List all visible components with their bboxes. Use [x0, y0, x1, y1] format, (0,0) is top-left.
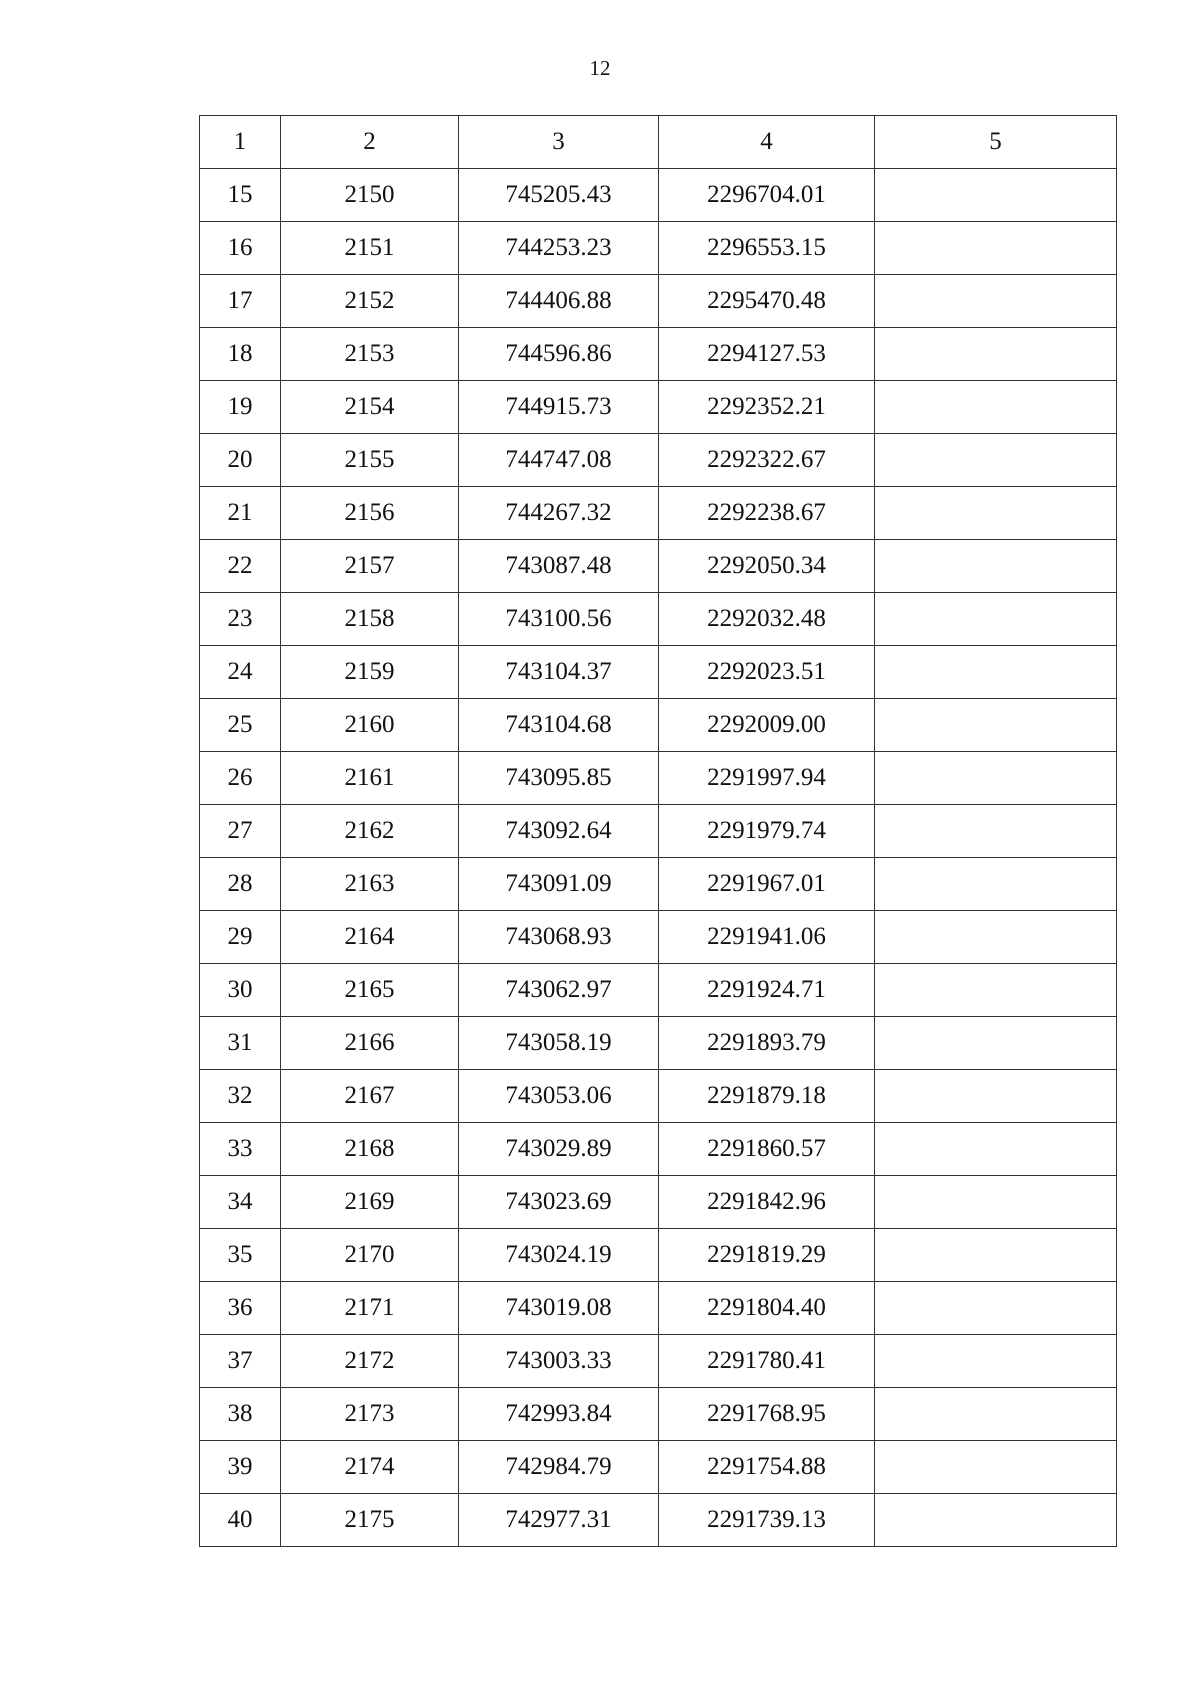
- table-cell: 2291997.94: [659, 752, 875, 805]
- table-cell: [875, 1441, 1117, 1494]
- table-cell: [875, 222, 1117, 275]
- table-cell: 2158: [281, 593, 459, 646]
- table-row: [200, 1494, 1117, 1547]
- table-cell: 744747.08: [459, 434, 659, 487]
- table-cell: 16: [200, 222, 281, 275]
- table-cell: 743092.64: [459, 805, 659, 858]
- table-cell: 743019.08: [459, 1282, 659, 1335]
- table-cell: 2292352.21: [659, 381, 875, 434]
- table-cell: 2292238.67: [659, 487, 875, 540]
- table-cell: 25: [200, 699, 281, 752]
- table-row: [200, 222, 1117, 275]
- table-cell: 37: [200, 1335, 281, 1388]
- table-cell: 745205.43: [459, 169, 659, 222]
- table-cell: 2150: [281, 169, 459, 222]
- table-row: [200, 964, 1117, 1017]
- table-cell: [875, 646, 1117, 699]
- table-cell: 27: [200, 805, 281, 858]
- table-cell: 2165: [281, 964, 459, 1017]
- table-cell: 2295470.48: [659, 275, 875, 328]
- table-row: [200, 911, 1117, 964]
- table-cell: 2291941.06: [659, 911, 875, 964]
- table-cell: [875, 1229, 1117, 1282]
- table-cell: [875, 911, 1117, 964]
- table-cell: 2168: [281, 1123, 459, 1176]
- table-cell: 40: [200, 1494, 281, 1547]
- table-header-row: [200, 116, 1117, 169]
- table-row: [200, 593, 1117, 646]
- table-cell: [875, 1070, 1117, 1123]
- table-cell: 2170: [281, 1229, 459, 1282]
- table-cell: 2169: [281, 1176, 459, 1229]
- table-row: [200, 752, 1117, 805]
- table-cell: [875, 805, 1117, 858]
- table-cell: 29: [200, 911, 281, 964]
- table-cell: 2291860.57: [659, 1123, 875, 1176]
- table-cell: 19: [200, 381, 281, 434]
- table-cell: [875, 1123, 1117, 1176]
- table-row: [200, 1229, 1117, 1282]
- table-cell: 28: [200, 858, 281, 911]
- table-cell: 2164: [281, 911, 459, 964]
- table-cell: 743095.85: [459, 752, 659, 805]
- table-cell: 38: [200, 1388, 281, 1441]
- table-cell: 36: [200, 1282, 281, 1335]
- table-cell: 21: [200, 487, 281, 540]
- table-cell: 744267.32: [459, 487, 659, 540]
- column-header: 4: [659, 116, 875, 169]
- table-cell: 742977.31: [459, 1494, 659, 1547]
- table-row: [200, 1441, 1117, 1494]
- table-cell: 2171: [281, 1282, 459, 1335]
- table-cell: 2166: [281, 1017, 459, 1070]
- table-cell: [875, 1017, 1117, 1070]
- table-cell: [875, 540, 1117, 593]
- column-header: 1: [200, 116, 281, 169]
- table-cell: 30: [200, 964, 281, 1017]
- table-cell: 32: [200, 1070, 281, 1123]
- table-cell: 2291879.18: [659, 1070, 875, 1123]
- table-cell: [875, 858, 1117, 911]
- table-cell: 2296553.15: [659, 222, 875, 275]
- table-cell: 742993.84: [459, 1388, 659, 1441]
- table-cell: 2154: [281, 381, 459, 434]
- table-row: [200, 1282, 1117, 1335]
- table-cell: 743087.48: [459, 540, 659, 593]
- table-cell: 2173: [281, 1388, 459, 1441]
- table-cell: 743062.97: [459, 964, 659, 1017]
- table-cell: 2291739.13: [659, 1494, 875, 1547]
- table-cell: [875, 1335, 1117, 1388]
- column-header: 5: [875, 116, 1117, 169]
- table-cell: 2156: [281, 487, 459, 540]
- table-cell: 2162: [281, 805, 459, 858]
- table-cell: 2291754.88: [659, 1441, 875, 1494]
- table-cell: 2167: [281, 1070, 459, 1123]
- table-cell: 2291819.29: [659, 1229, 875, 1282]
- table-row: [200, 169, 1117, 222]
- table-cell: 2291768.95: [659, 1388, 875, 1441]
- table-cell: 2294127.53: [659, 328, 875, 381]
- table-cell: [875, 964, 1117, 1017]
- table-cell: [875, 1494, 1117, 1547]
- table-row: [200, 1070, 1117, 1123]
- table-row: [200, 540, 1117, 593]
- table-cell: 2163: [281, 858, 459, 911]
- table-row: [200, 1017, 1117, 1070]
- table-cell: 31: [200, 1017, 281, 1070]
- table-cell: 2161: [281, 752, 459, 805]
- coordinates-table: [199, 115, 1117, 1547]
- table-cell: 24: [200, 646, 281, 699]
- column-header: 3: [459, 116, 659, 169]
- table-cell: 2172: [281, 1335, 459, 1388]
- table-cell: [875, 169, 1117, 222]
- table-cell: 743003.33: [459, 1335, 659, 1388]
- table-cell: 2292009.00: [659, 699, 875, 752]
- table-row: [200, 805, 1117, 858]
- table-cell: 2291967.01: [659, 858, 875, 911]
- table-cell: [875, 275, 1117, 328]
- table-cell: 2291979.74: [659, 805, 875, 858]
- table-cell: 743091.09: [459, 858, 659, 911]
- page-number: 12: [589, 56, 611, 80]
- table-cell: [875, 1388, 1117, 1441]
- table-cell: [875, 434, 1117, 487]
- table-cell: [875, 752, 1117, 805]
- table-cell: 2292032.48: [659, 593, 875, 646]
- table-row: [200, 381, 1117, 434]
- table-cell: 39: [200, 1441, 281, 1494]
- table-cell: [875, 699, 1117, 752]
- table-cell: 20: [200, 434, 281, 487]
- table-cell: 26: [200, 752, 281, 805]
- table-row: [200, 434, 1117, 487]
- table-cell: 743053.06: [459, 1070, 659, 1123]
- table-cell: 35: [200, 1229, 281, 1282]
- table-cell: 18: [200, 328, 281, 381]
- table-cell: 15: [200, 169, 281, 222]
- table-cell: 2292050.34: [659, 540, 875, 593]
- table-cell: 2159: [281, 646, 459, 699]
- table-cell: 2174: [281, 1441, 459, 1494]
- table-cell: 744406.88: [459, 275, 659, 328]
- table-row: [200, 858, 1117, 911]
- table-cell: [875, 487, 1117, 540]
- table-cell: [875, 1176, 1117, 1229]
- table-cell: 744915.73: [459, 381, 659, 434]
- table-row: [200, 1176, 1117, 1229]
- table-cell: 2291804.40: [659, 1282, 875, 1335]
- table-cell: 22: [200, 540, 281, 593]
- table-cell: 743104.68: [459, 699, 659, 752]
- table-cell: 2175: [281, 1494, 459, 1547]
- table-cell: [875, 328, 1117, 381]
- table-cell: 742984.79: [459, 1441, 659, 1494]
- column-header: 2: [281, 116, 459, 169]
- table-cell: 2152: [281, 275, 459, 328]
- table-cell: 2292023.51: [659, 646, 875, 699]
- table-cell: 2292322.67: [659, 434, 875, 487]
- table-cell: 743024.19: [459, 1229, 659, 1282]
- table-row: [200, 646, 1117, 699]
- table-cell: 743068.93: [459, 911, 659, 964]
- table-cell: 743023.69: [459, 1176, 659, 1229]
- table-cell: 2291924.71: [659, 964, 875, 1017]
- table-cell: 2151: [281, 222, 459, 275]
- table-cell: 743058.19: [459, 1017, 659, 1070]
- table-cell: 2155: [281, 434, 459, 487]
- table-cell: [875, 593, 1117, 646]
- table-cell: 34: [200, 1176, 281, 1229]
- table-row: [200, 1123, 1117, 1176]
- table-cell: 2291842.96: [659, 1176, 875, 1229]
- table-cell: 2291893.79: [659, 1017, 875, 1070]
- table-cell: 744253.23: [459, 222, 659, 275]
- table-cell: 743104.37: [459, 646, 659, 699]
- table-row: [200, 328, 1117, 381]
- table-row: [200, 1388, 1117, 1441]
- table-cell: 33: [200, 1123, 281, 1176]
- table-row: [200, 275, 1117, 328]
- table-cell: 17: [200, 275, 281, 328]
- table-cell: 2153: [281, 328, 459, 381]
- table-body: [200, 116, 1117, 1547]
- table-cell: 2157: [281, 540, 459, 593]
- table-row: [200, 1335, 1117, 1388]
- table-cell: 23: [200, 593, 281, 646]
- table-cell: [875, 1282, 1117, 1335]
- table-row: [200, 487, 1117, 540]
- table-cell: 744596.86: [459, 328, 659, 381]
- table-cell: 2160: [281, 699, 459, 752]
- table-row: [200, 699, 1117, 752]
- table-cell: 2296704.01: [659, 169, 875, 222]
- table-cell: [875, 381, 1117, 434]
- table-cell: 743029.89: [459, 1123, 659, 1176]
- table-cell: 743100.56: [459, 593, 659, 646]
- table-cell: 2291780.41: [659, 1335, 875, 1388]
